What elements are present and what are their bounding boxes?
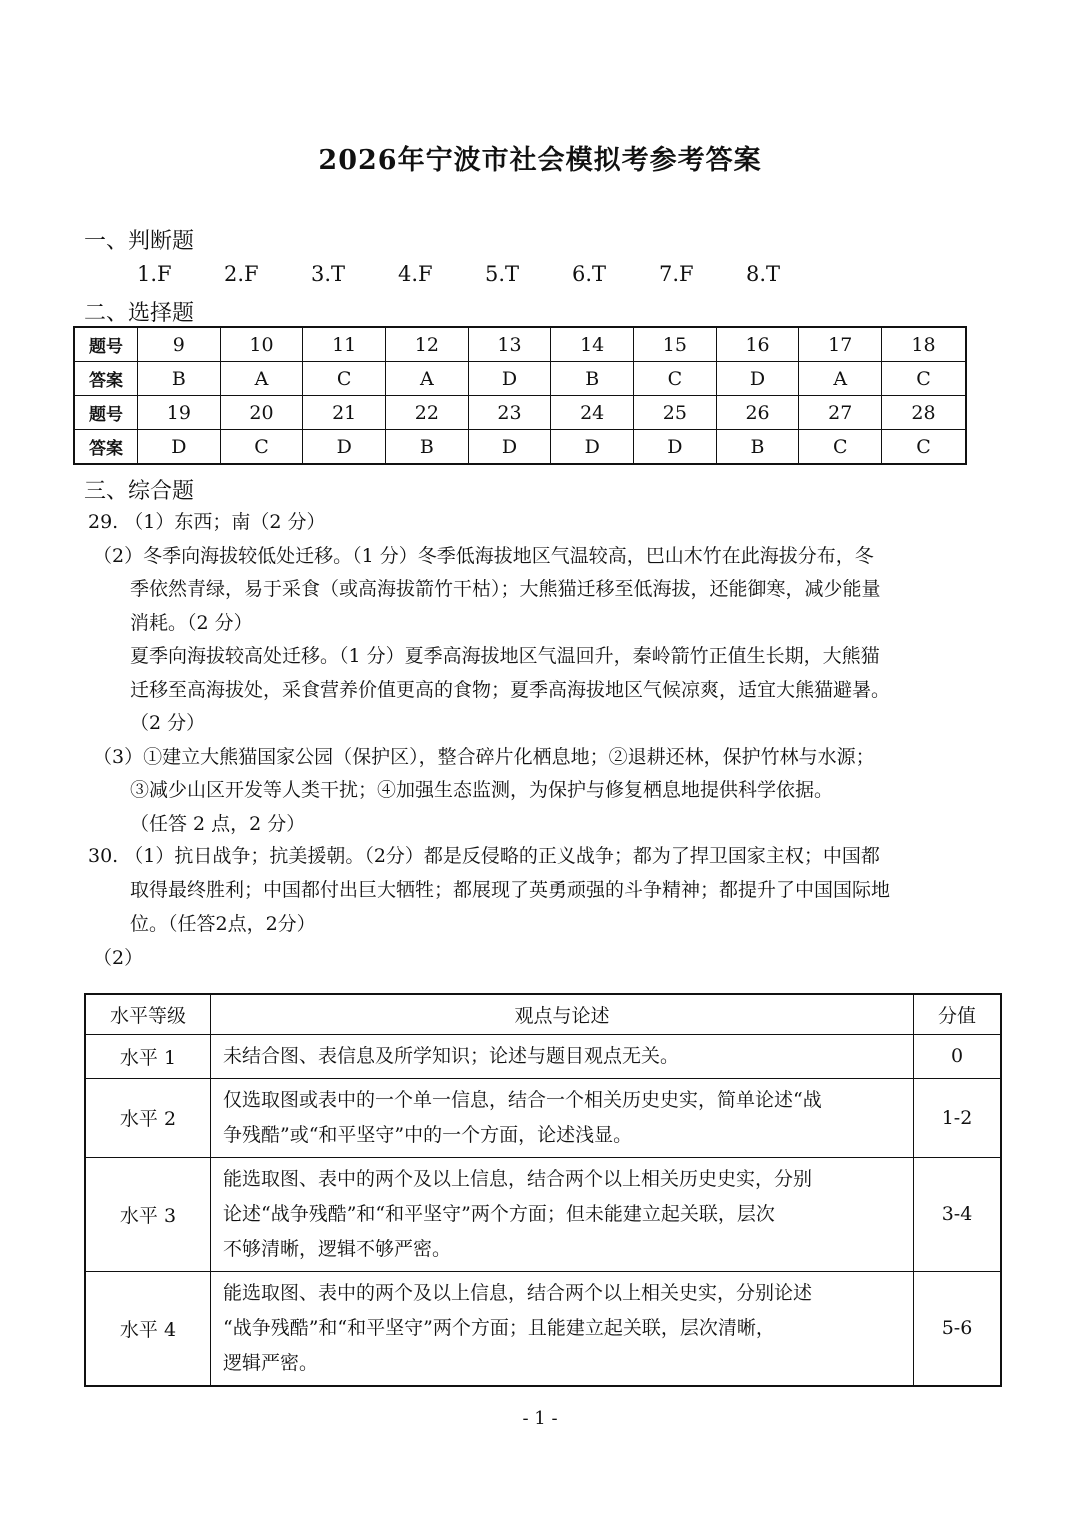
- answer-cell: A: [799, 362, 882, 396]
- row-label: 题号: [74, 327, 138, 362]
- answer-cell: A: [220, 362, 303, 396]
- answer-cell: C: [882, 430, 966, 465]
- page-number: - 1 -: [522, 1408, 558, 1429]
- q29-part2-body: [130, 573, 1010, 741]
- page-title: 2026年宁波市社会模拟考参考答案: [318, 145, 762, 176]
- desc-line: 未结合图、表信息及所学知识；论述与题目观点无关。: [223, 1044, 680, 1067]
- header-level: 水平等级: [85, 994, 211, 1034]
- tf-answer: 4.F: [398, 262, 433, 286]
- tf-answer: 5.T: [485, 262, 520, 286]
- level-desc: [211, 1157, 914, 1271]
- answer-cell: D: [551, 430, 634, 465]
- mc-number-row: [74, 396, 966, 430]
- level-score: 3-4: [914, 1157, 1002, 1271]
- question-number: 12: [386, 327, 469, 362]
- text-line: 位。（任答2点，2分）: [130, 912, 316, 935]
- desc-line: “战争残酷”和“和平坚守”两个方面；且能建立起关联，层次清晰，: [223, 1316, 775, 1339]
- scoring-levels-table: [84, 993, 1002, 1387]
- tf-answer: 7.F: [659, 262, 694, 286]
- answer-cell: D: [468, 430, 551, 465]
- section2-heading: 二、选择题: [84, 301, 195, 326]
- question-number: 27: [799, 396, 882, 430]
- q30-part1-line: 30. （1）抗日战争；抗美援朝。（2分）都是反侵略的正义战争；都为了捍卫国家主权；中国都: [88, 845, 880, 867]
- multiple-choice-table: [73, 326, 967, 465]
- question-number: 19: [138, 396, 221, 430]
- answer-cell: B: [386, 430, 469, 465]
- q30-part2-label: （2）: [93, 947, 144, 969]
- desc-line: 能选取图、表中的两个及以上信息，结合两个以上相关史实，分别论述: [223, 1281, 813, 1304]
- desc-line: 争残酷”或“和平坚守”中的一个方面，论述浅显。: [223, 1123, 633, 1146]
- row-label: 题号: [74, 396, 138, 430]
- text-line: 迁移至高海拔处，采食营养价值更高的食物；夏季高海拔地区气候凉爽，适宜大熊猫避暑。: [130, 678, 891, 701]
- level-name: 水平 1: [85, 1034, 211, 1078]
- text-line: ③减少山区开发等人类干扰；④加强生态监测，为保护与修复栖息地提供科学依据。: [130, 779, 834, 801]
- question-number: 24: [551, 396, 634, 430]
- answer-cell: D: [634, 430, 717, 465]
- section3-heading: 三、综合题: [84, 479, 195, 504]
- header-desc: 观点与论述: [211, 994, 914, 1034]
- answer-cell: D: [468, 362, 551, 396]
- row-label: 答案: [74, 430, 138, 465]
- text-line: 夏季向海拔较高处迁移。（1 分）夏季高海拔地区气温回升，秦岭箭竹正值生长期，大熊猫: [130, 645, 880, 667]
- question-number: 13: [468, 327, 551, 362]
- question-number: 14: [551, 327, 634, 362]
- text-line: 取得最终胜利；中国都付出巨大牺牲；都展现了英勇顽强的斗争精神；都提升了中国国际地: [130, 879, 891, 901]
- level-desc: [211, 1271, 914, 1386]
- level-row: [85, 1271, 1001, 1386]
- answer-cell: B: [716, 430, 799, 465]
- question-number: 22: [386, 396, 469, 430]
- level-score: 0: [914, 1034, 1002, 1078]
- true-false-answers: [137, 262, 833, 286]
- mc-number-row: [74, 327, 966, 362]
- text-line: （任答 2 点，2 分）: [130, 812, 306, 835]
- row-label: 答案: [74, 362, 138, 396]
- tf-answer: 3.T: [311, 262, 346, 286]
- question-number: 9: [138, 327, 221, 362]
- question-number: 26: [716, 396, 799, 430]
- question-number: 21: [303, 396, 386, 430]
- question-number: 17: [799, 327, 882, 362]
- tf-answer: 2.F: [224, 262, 259, 286]
- mc-answer-row: [74, 362, 966, 396]
- question-number: 28: [882, 396, 966, 430]
- level-row: [85, 1157, 1001, 1271]
- level-score: 1-2: [914, 1078, 1002, 1157]
- answer-cell: C: [882, 362, 966, 396]
- question-number: 11: [303, 327, 386, 362]
- desc-line: 论述“战争残酷”和“和平坚守”两个方面；但未能建立起关联，层次: [223, 1202, 775, 1225]
- answer-cell: C: [303, 362, 386, 396]
- level-name: 水平 2: [85, 1078, 211, 1157]
- question-number: 10: [220, 327, 303, 362]
- question-number: 18: [882, 327, 966, 362]
- q29-part1: 29. （1）东西；南（2 分）: [88, 511, 326, 533]
- level-name: 水平 4: [85, 1271, 211, 1386]
- section1-heading: 一、判断题: [84, 229, 195, 254]
- desc-line: 不够清晰，逻辑不够严密。: [223, 1237, 452, 1260]
- level-name: 水平 3: [85, 1157, 211, 1271]
- answer-cell: D: [303, 430, 386, 465]
- question-number: 25: [634, 396, 717, 430]
- desc-line: 逻辑严密。: [223, 1351, 319, 1374]
- answer-cell: A: [386, 362, 469, 396]
- text-line: （2 分）: [130, 712, 206, 734]
- question-number: 20: [220, 396, 303, 430]
- text-line: 季依然青绿，易于采食（或高海拔箭竹干枯）；大熊猫迁移至低海拔，还能御寒，减少能量: [130, 578, 881, 600]
- question-number: 16: [716, 327, 799, 362]
- answer-cell: C: [634, 362, 717, 396]
- desc-line: 能选取图、表中的两个及以上信息，结合两个以上相关历史史实，分别: [223, 1167, 813, 1190]
- header-score: 分值: [914, 994, 1002, 1034]
- answer-cell: C: [220, 430, 303, 465]
- answer-cell: D: [138, 430, 221, 465]
- answer-cell: B: [138, 362, 221, 396]
- level-score: 5-6: [914, 1271, 1002, 1386]
- q29-part3-body: [130, 774, 1010, 841]
- level-desc: [211, 1078, 914, 1157]
- desc-line: 仅选取图或表中的一个单一信息，结合一个相关历史史实，简单论述“战: [223, 1088, 822, 1111]
- mc-answer-row: [74, 430, 966, 465]
- tf-answer: 1.F: [137, 262, 172, 286]
- level-row: [85, 1078, 1001, 1157]
- level-desc: [211, 1034, 914, 1078]
- question-number: 23: [468, 396, 551, 430]
- q30-part1-body: [130, 874, 1010, 941]
- tf-answer: 8.T: [746, 262, 781, 286]
- q29-part3-line: （3）①建立大熊猫国家公园（保护区），整合碎片化栖息地；②退耕还林，保护竹林与水源；: [93, 746, 875, 768]
- answer-cell: D: [716, 362, 799, 396]
- question-number: 15: [634, 327, 717, 362]
- level-row: [85, 1034, 1001, 1078]
- text-line: 消耗。（2 分）: [130, 611, 253, 634]
- tf-answer: 6.T: [572, 262, 607, 286]
- levels-header-row: [85, 994, 1001, 1034]
- answer-cell: C: [799, 430, 882, 465]
- q29-part2-line: （2）冬季向海拔较低处迁移。（1 分）冬季低海拔地区气温较高，巴山木竹在此海拔分布，冬: [93, 545, 874, 567]
- answer-cell: B: [551, 362, 634, 396]
